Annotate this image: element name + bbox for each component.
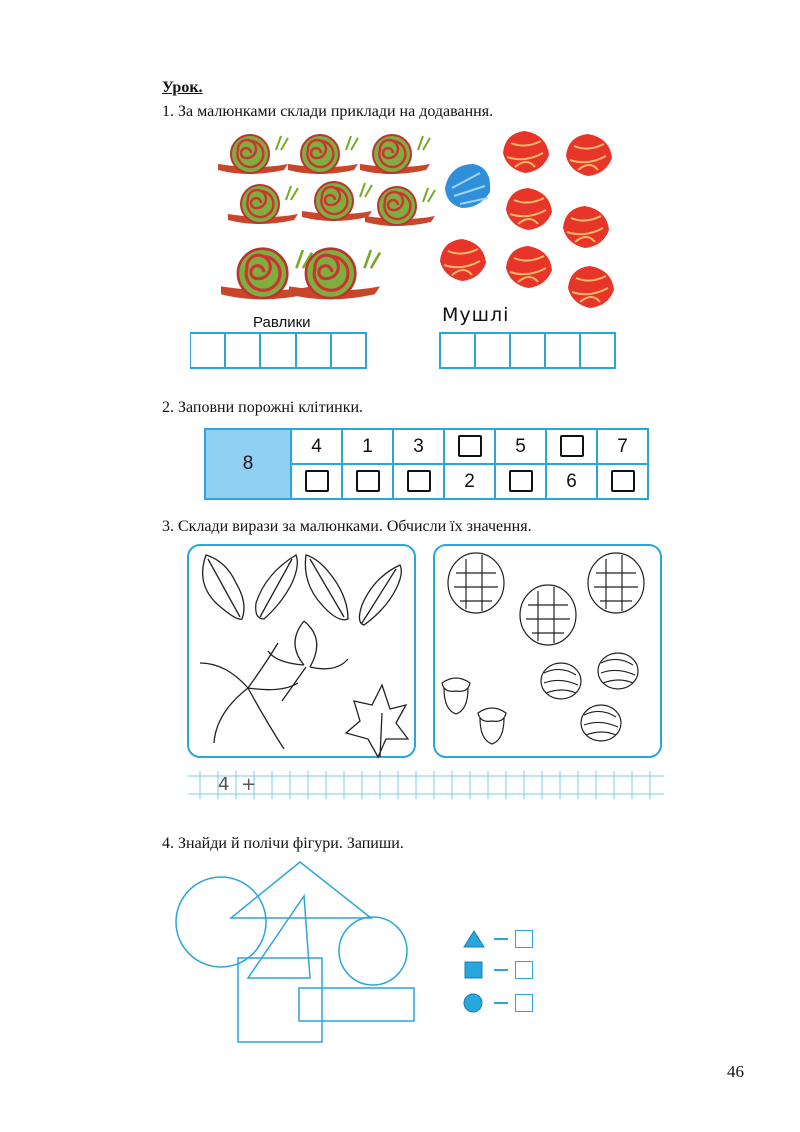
total-cell: 8 (205, 429, 291, 499)
bottom-cell-blank[interactable] (291, 464, 342, 499)
bottom-cell-blank[interactable] (393, 464, 444, 499)
empty-box[interactable] (611, 470, 635, 492)
snail-icon (288, 135, 358, 174)
page-number: 46 (727, 1062, 744, 1081)
number-composition-table (204, 428, 649, 500)
example-expression: 4 + (218, 774, 260, 795)
top-cell: 4 (291, 429, 342, 464)
snail-icon (302, 182, 372, 221)
task-2-text: 2. Заповни порожні клітинки. (162, 399, 364, 416)
top-cell: 3 (393, 429, 444, 464)
oak-leaf-icon (203, 555, 244, 619)
shell-icon (506, 246, 552, 288)
dash (494, 938, 508, 940)
nuts-panel (434, 545, 661, 757)
oak-leaf-icon (359, 565, 401, 625)
snails-label: Равлики (253, 314, 311, 331)
answer-box[interactable] (515, 930, 533, 948)
legend-triangle (463, 930, 533, 948)
dash (494, 969, 508, 971)
lesson-title: Урок. (162, 79, 203, 96)
triangle-icon (463, 930, 485, 948)
hazelnut-icon (581, 705, 621, 741)
empty-box[interactable] (407, 470, 431, 492)
bottom-cell: 6 (546, 464, 597, 499)
task1-illustration (190, 128, 630, 373)
task-3-text: 3. Склади вирази за малюнками. Обчисли їх значення. (162, 518, 532, 535)
snail-icon (228, 185, 298, 224)
top-cell-blank[interactable] (546, 429, 597, 464)
bottom-cell-blank[interactable] (495, 464, 546, 499)
empty-box[interactable] (509, 470, 533, 492)
empty-box[interactable] (560, 435, 584, 457)
task-4-text: 4. Знайди й полічи фігури. Запиши. (162, 835, 404, 852)
task3-illustration (186, 543, 666, 803)
shell-icon (568, 266, 614, 308)
snail-icon (365, 187, 435, 226)
oak-leaf-icon (305, 555, 348, 620)
acorn-icon (442, 678, 470, 714)
empty-box[interactable] (356, 470, 380, 492)
top-cell: 7 (597, 429, 648, 464)
answer-box[interactable] (515, 961, 533, 979)
empty-box[interactable] (305, 470, 329, 492)
bottom-cell-blank[interactable] (342, 464, 393, 499)
bottom-cell: 2 (444, 464, 495, 499)
top-cell-blank[interactable] (444, 429, 495, 464)
acorn-icon (478, 708, 506, 744)
big-circle (176, 877, 266, 967)
top-cell: 1 (342, 429, 393, 464)
rectangle (299, 988, 414, 1021)
square-icon (463, 961, 485, 979)
shapes-figure (170, 852, 430, 1047)
snail-icon (218, 135, 288, 174)
shells-label: Мушлі (442, 304, 510, 326)
circle-icon (463, 993, 485, 1013)
pine-cone-icon (588, 553, 644, 613)
maple-leaf-icon (346, 685, 408, 757)
bottom-cell-blank[interactable] (597, 464, 648, 499)
oak-leaf-icon (256, 555, 298, 619)
right-circle (339, 917, 407, 985)
shell-icon (440, 239, 486, 281)
top-cell: 5 (495, 429, 546, 464)
dash (494, 1002, 508, 1004)
blue-shell-icon (445, 164, 490, 208)
shells-answer-grid[interactable] (440, 333, 615, 368)
legend-square (463, 961, 533, 979)
task-1-text: 1. За малюнками склади приклади на додавання. (162, 103, 494, 120)
pine-cone-icon (448, 553, 504, 613)
shell-icon (506, 188, 552, 230)
answer-box[interactable] (515, 994, 533, 1012)
snail-icon (289, 249, 380, 300)
empty-box[interactable] (458, 435, 482, 457)
shell-icon (503, 131, 549, 173)
chestnut-leaf-icon (200, 621, 348, 749)
inner-triangle (248, 896, 310, 978)
pine-cone-icon (520, 585, 576, 645)
shell-icon (563, 206, 609, 248)
shell-icon (566, 134, 612, 176)
snails-answer-grid[interactable] (190, 333, 366, 368)
snail-icon (360, 135, 430, 174)
writing-grid[interactable] (188, 771, 664, 799)
hazelnut-icon (541, 663, 581, 699)
hazelnut-icon (598, 653, 638, 689)
legend-circle (463, 993, 533, 1013)
